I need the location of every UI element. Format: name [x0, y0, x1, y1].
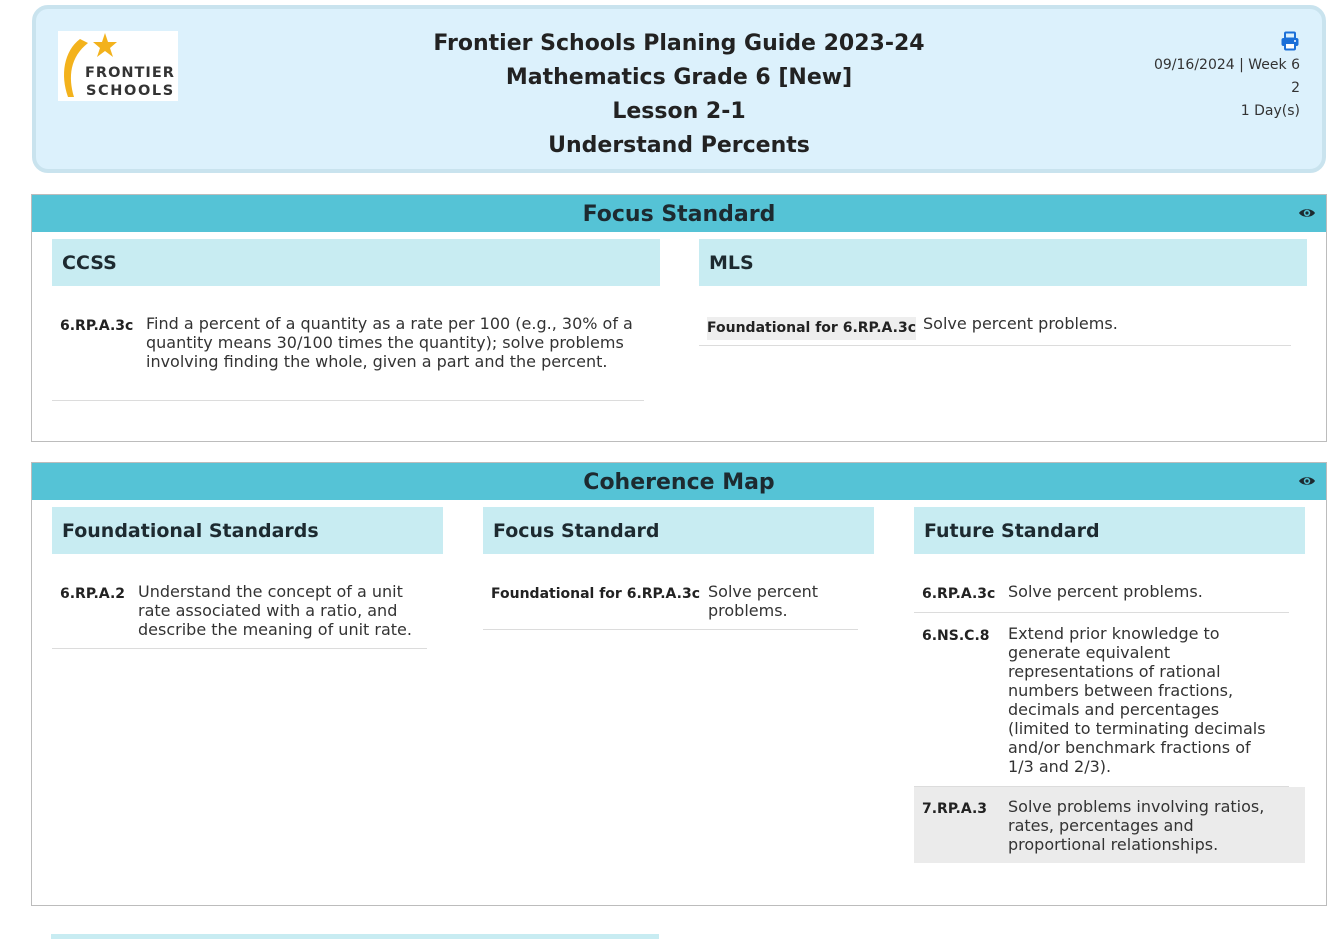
future-standard-row	[914, 623, 1289, 787]
standard-code: 6.RP.A.3c	[922, 586, 996, 602]
standard-description: Find a percent of a quantity as a rate per 100 (e.g., 30% of a quantity means 30/100 times the quantity); solve problems involving finding the whole, given a part and the percent.	[146, 314, 633, 371]
mls-heading: MLS	[699, 239, 1307, 286]
eye-icon[interactable]	[1298, 464, 1316, 504]
lesson-meta	[1120, 29, 1300, 123]
focus-standard-heading: Focus Standard	[483, 507, 874, 554]
coherence-map-title: Coherence Map	[583, 470, 775, 495]
next-section-heading-strip	[51, 934, 659, 939]
foundational-standard-row	[52, 581, 427, 649]
lesson-header-card	[32, 5, 1326, 173]
future-standard-row	[914, 787, 1305, 863]
standard-description: Solve percent problems.	[708, 582, 819, 620]
ccss-standard-row	[52, 313, 644, 401]
coherence-map-panel	[31, 462, 1327, 906]
standard-code: 6.RP.A.3c	[60, 318, 134, 334]
week-number: 2	[1291, 80, 1300, 96]
standard-code: 6.RP.A.2	[60, 586, 126, 602]
standard-description: Solve percent problems.	[1008, 582, 1203, 601]
eye-icon[interactable]	[1298, 196, 1316, 236]
mls-standard-row	[699, 313, 1291, 346]
standard-code: Foundational for 6.RP.A.3c	[491, 586, 701, 602]
standard-code: 7.RP.A.3	[922, 801, 988, 817]
focus-standard-panel	[31, 194, 1327, 442]
standard-code: 6.NS.C.8	[922, 628, 990, 644]
printer-icon[interactable]	[1280, 31, 1300, 59]
guide-title: Frontier Schools Planing Guide 2023-24	[433, 31, 925, 56]
ccss-heading: CCSS	[52, 239, 660, 286]
logo-text-frontier: FRONTIER	[85, 65, 175, 81]
standard-description: Solve problems involving ratios, rates, percentages and proportional relationships.	[1008, 797, 1265, 854]
standard-code: Foundational for 6.RP.A.3c	[707, 317, 916, 340]
logo-text-schools: SCHOOLS	[86, 83, 175, 99]
date-week: 09/16/2024 | Week 6	[1153, 57, 1300, 73]
standard-description: Solve percent problems.	[923, 314, 1118, 333]
focus-standard-title: Focus Standard	[582, 202, 776, 227]
focus-standard-row	[483, 581, 858, 630]
coherence-map-bar	[32, 463, 1326, 500]
course-title: Mathematics Grade 6 [New]	[505, 65, 853, 90]
lesson-name: Understand Percents	[548, 133, 810, 158]
lesson-duration: 1 Day(s)	[1240, 103, 1300, 119]
future-standard-row	[914, 581, 1289, 613]
future-standard-heading: Future Standard	[914, 507, 1305, 554]
focus-standard-bar	[32, 195, 1326, 232]
standard-description: Extend prior knowledge to generate equivalent representations of rational numbers between fractions, decimals and percentages (limited to terminating decimals and/or benchmark fractions of 1/3 and 2/3).	[1008, 624, 1266, 776]
standard-description: Understand the concept of a unit rate associated with a ratio, and describe the meaning of unit rate.	[138, 582, 412, 639]
foundational-standards-heading: Foundational Standards	[52, 507, 443, 554]
lesson-number: Lesson 2-1	[612, 99, 746, 124]
